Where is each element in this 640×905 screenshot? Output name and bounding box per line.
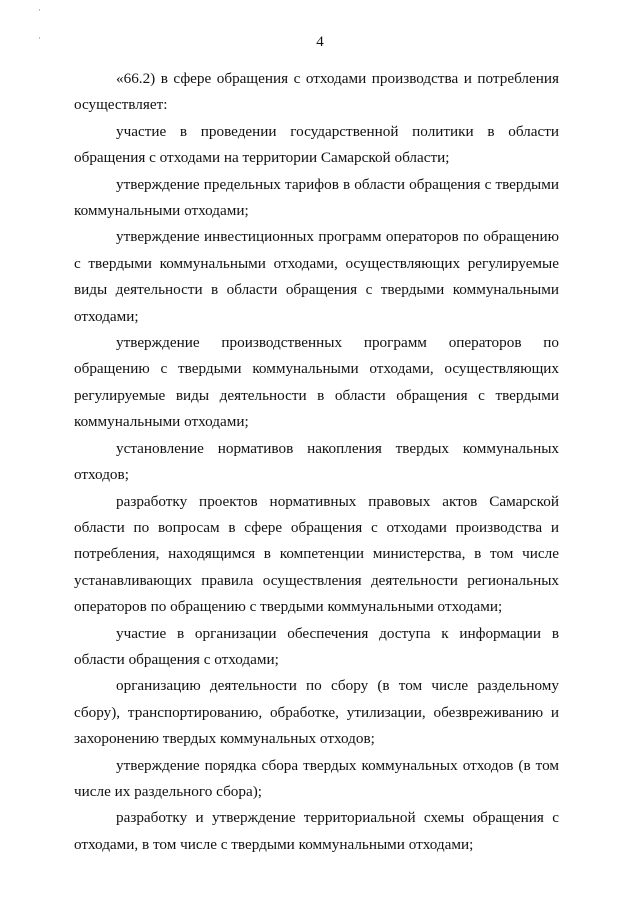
paragraph-production-programs: утверждение производственных программ операторов по обращению с твердыми коммунальными отходами, осуществляющих регулируемые виды деятельности в области обращения с твердыми коммунальными отходами; [74,334,559,431]
paragraph-investment-programs: утверждение инвестиционных программ операторов по обращению с твердыми коммунальными отходами, осуществляющих регулируемые виды деятельности в области обращения с твердыми коммунальными отходами; [74,228,559,325]
paragraph-tariffs: утверждение предельных тарифов в области обращения с твердыми коммунальными отходами; [74,175,559,220]
document-body [74,66,559,858]
paragraph-intro: «66.2) в сфере обращения с отходами производства и потребления осуществляет: [74,70,559,114]
paragraph-accumulation-norms: установление нормативов накопления твердых коммунальных отходов; [74,439,559,484]
paragraph-waste-activities: организацию деятельности по сбору (в том числе раздельному сбору), транспортированию, обработке, утилизации, обезвреживанию и захоронению твердых коммунальных отходов; [74,677,559,748]
scan-edge-mark: · [38,5,41,15]
page-number: 4 [316,34,324,50]
scan-edge-mark: · [38,33,41,43]
paragraph-territorial-scheme: разработку и утверждение территориальной схемы обращения с отходами, в том числе с твердыми коммунальными отходами; [74,809,559,853]
paragraph-legal-acts: разработку проектов нормативных правовых актов Самарской области по вопросам в сфере обращения с отходами производства и потребления, находящимся в компетенции министерства, в том числе устанавливающих правила осуществления деятельности региональных операторов по обращению с твердыми коммунальными отходами; [74,492,559,616]
paragraph-collection-procedure: утверждение порядка сбора твердых коммунальных отходов (в том числе их раздельного сбора); [74,756,559,800]
paragraph-information-access: участие в организации обеспечения доступа к информации в области обращения с отходами; [74,624,559,668]
paragraph-state-policy: участие в проведении государственной политики в области обращения с отходами на территории Самарской области; [74,122,559,167]
